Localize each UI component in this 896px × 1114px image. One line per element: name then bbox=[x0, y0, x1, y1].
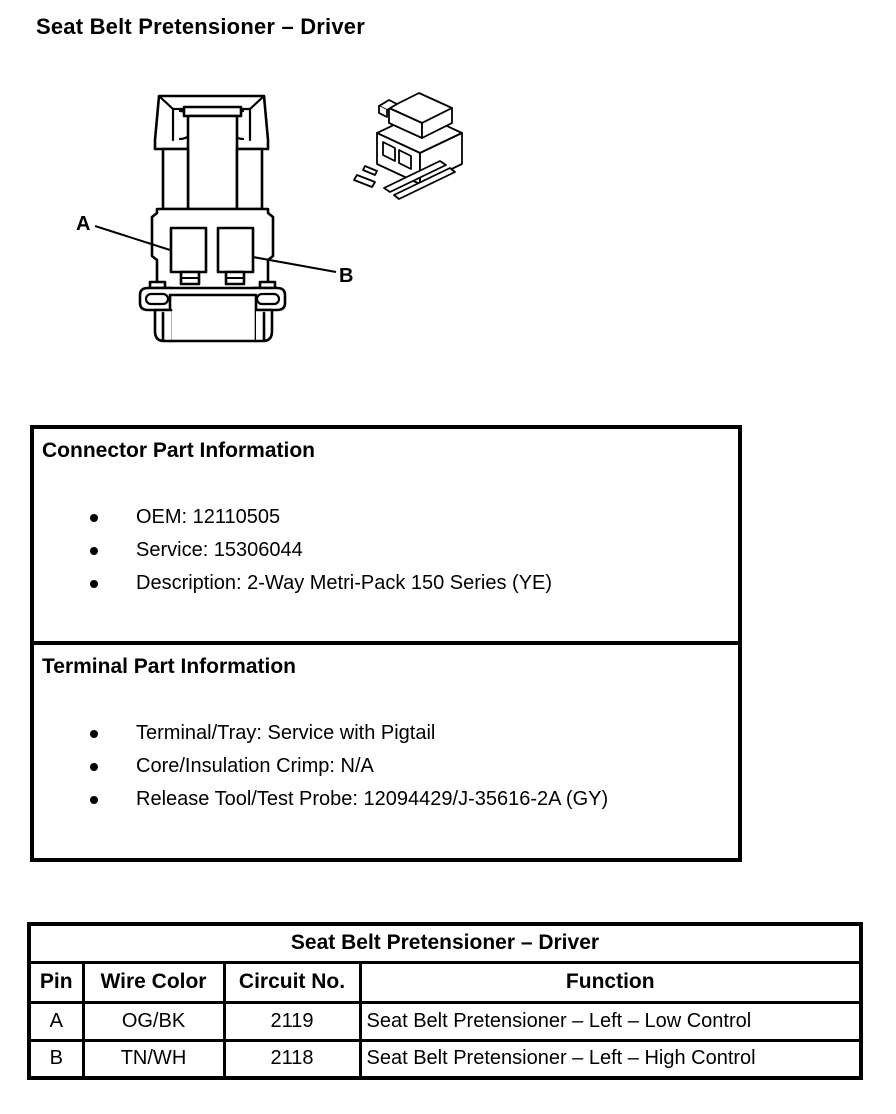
table-row-pin-a bbox=[29, 1002, 861, 1040]
bullet-icon bbox=[90, 547, 98, 555]
service-number: Service: 15306044 bbox=[136, 539, 303, 561]
pin-cell: A bbox=[29, 1002, 83, 1040]
function-cell: Seat Belt Pretensioner – Left – High Control bbox=[360, 1040, 861, 1078]
terminal-part-info-section bbox=[34, 641, 738, 858]
table-row-pin-b bbox=[29, 1040, 861, 1078]
list-item bbox=[42, 540, 730, 561]
core-insulation-crimp: Core/Insulation Crimp: N/A bbox=[136, 755, 374, 777]
cavity-a bbox=[171, 228, 206, 272]
pin-a-label: A bbox=[76, 213, 91, 235]
pin-function-table bbox=[27, 922, 863, 1080]
col-header-function: Function bbox=[360, 962, 861, 1002]
list-item bbox=[42, 507, 730, 528]
connector-part-info-list bbox=[42, 507, 730, 594]
connector-diagram bbox=[60, 80, 480, 370]
wire-color-cell: TN/WH bbox=[83, 1040, 224, 1078]
pin-cell: B bbox=[29, 1040, 83, 1078]
table-title: Seat Belt Pretensioner – Driver bbox=[29, 924, 861, 962]
bullet-icon bbox=[90, 763, 98, 771]
connector-part-info-section bbox=[34, 429, 738, 641]
bullet-icon bbox=[90, 514, 98, 522]
terminal-part-info-heading: Terminal Part Information bbox=[42, 655, 296, 678]
connector-isometric-drawing bbox=[354, 93, 462, 199]
connector-description: Description: 2-Way Metri-Pack 150 Series (YE) bbox=[136, 572, 553, 594]
connector-front-view-drawing bbox=[140, 96, 285, 341]
pin-b-label: B bbox=[339, 265, 354, 287]
terminal-tray: Terminal/Tray: Service with Pigtail bbox=[136, 722, 436, 744]
table-title-row bbox=[29, 924, 861, 962]
circuit-no-cell: 2118 bbox=[224, 1040, 360, 1078]
list-item bbox=[42, 789, 730, 810]
col-header-circuit-no: Circuit No. bbox=[224, 962, 360, 1002]
terminal-part-info-list bbox=[42, 723, 730, 810]
col-header-pin: Pin bbox=[29, 962, 83, 1002]
release-tool-test-probe: Release Tool/Test Probe: 12094429/J-35616-2A (GY) bbox=[136, 788, 609, 810]
cavity-b bbox=[218, 228, 253, 272]
connector-part-info-heading: Connector Part Information bbox=[42, 439, 316, 462]
list-item bbox=[42, 573, 730, 594]
list-item bbox=[42, 756, 730, 777]
oem-number: OEM: 12110505 bbox=[136, 506, 281, 528]
bullet-icon bbox=[90, 796, 98, 804]
function-cell: Seat Belt Pretensioner – Left – Low Control bbox=[360, 1002, 861, 1040]
bullet-icon bbox=[90, 580, 98, 588]
part-information-panel bbox=[30, 425, 742, 862]
page-title: Seat Belt Pretensioner – Driver bbox=[36, 14, 366, 39]
bullet-icon bbox=[90, 730, 98, 738]
circuit-no-cell: 2119 bbox=[224, 1002, 360, 1040]
wire-color-cell: OG/BK bbox=[83, 1002, 224, 1040]
col-header-wire-color: Wire Color bbox=[83, 962, 224, 1002]
list-item bbox=[42, 723, 730, 744]
table-header-row bbox=[29, 962, 861, 1002]
